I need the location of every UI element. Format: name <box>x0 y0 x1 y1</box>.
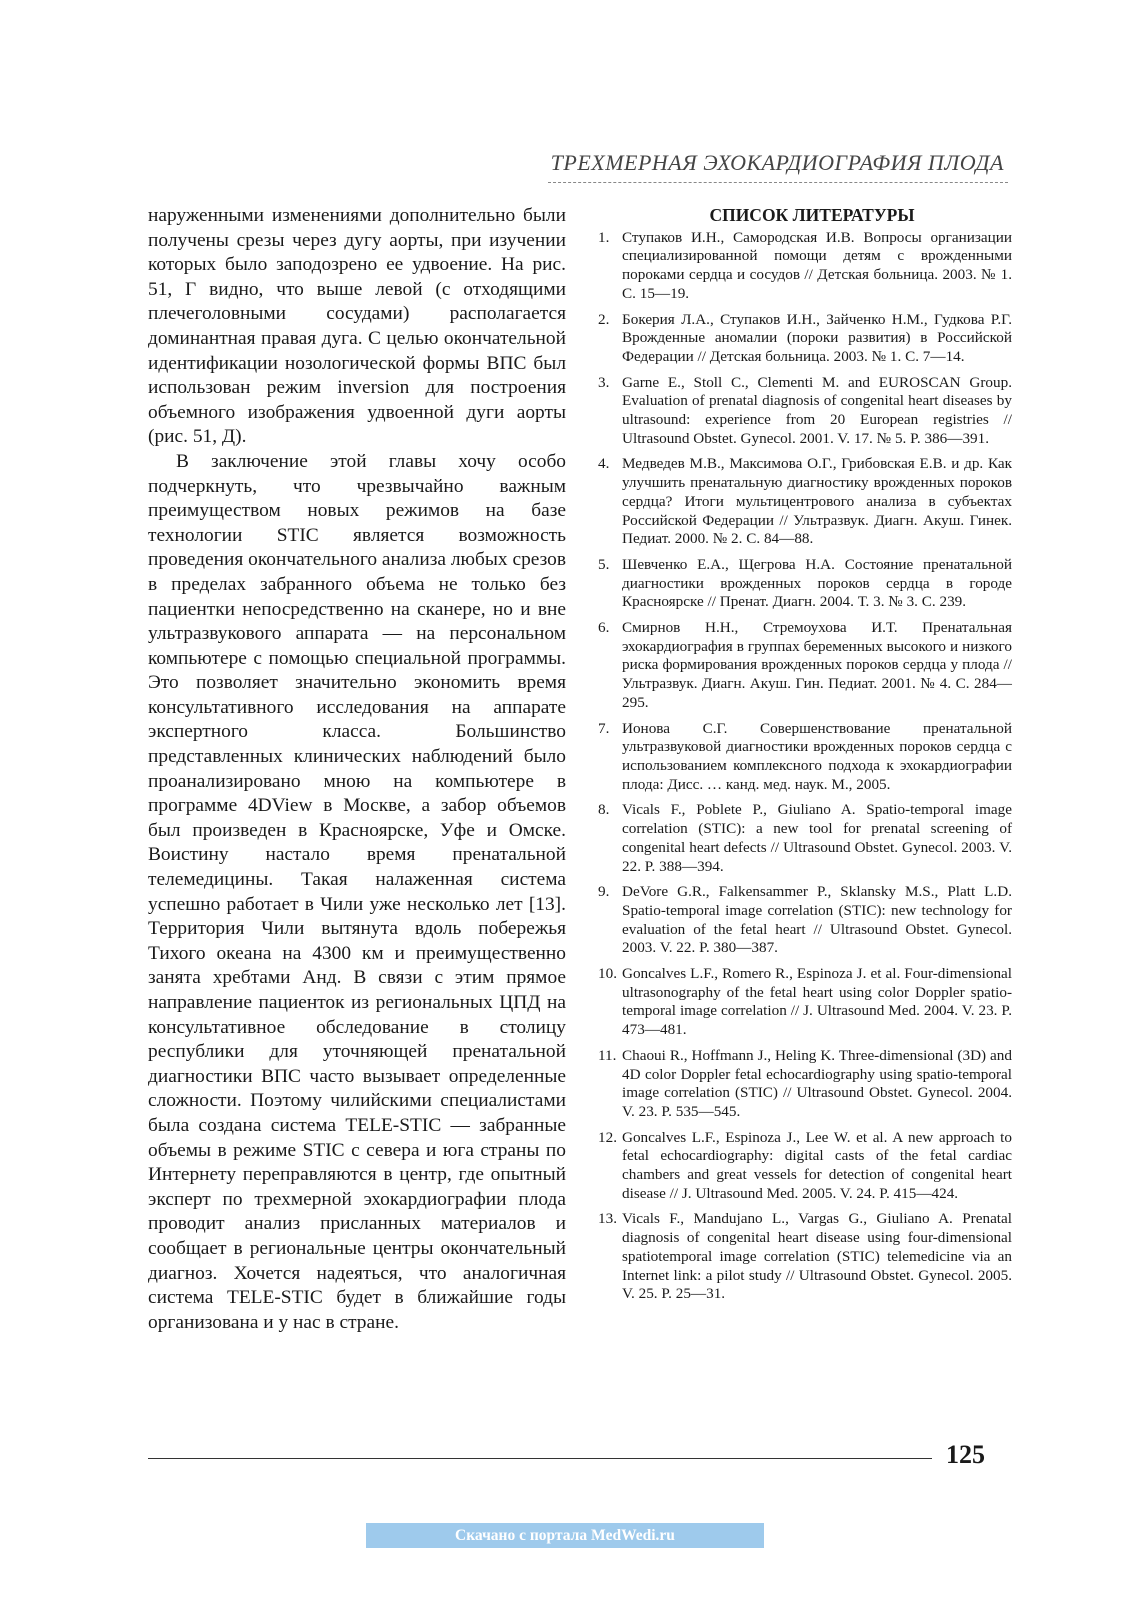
reference-item <box>598 1129 1012 1204</box>
reference-number: 1. <box>598 228 610 246</box>
download-watermark: Скачано с портала MedWedi.ru <box>366 1523 764 1548</box>
reference-number: 13. <box>598 1210 617 1228</box>
reference-item <box>598 1210 1012 1304</box>
page-number: 125 <box>946 1440 985 1469</box>
reference-text: Ионова С.Г. Совершенствование пренатальной ультразвуковой диагностики врожденных пороков сердца с использованием комплексного подхода к эхокардиографии плода: Дисс. … канд. мед. наук. М., 2005. <box>622 719 1012 793</box>
reference-text: Ступаков И.Н., Самородская И.В. Вопросы организации специализированной помощи детям с врожденными пороками сердца и сосудов // Детская больница. 2003. № 1. С. 15—19. <box>622 228 1012 302</box>
footer-divider <box>148 1458 932 1459</box>
reference-number: 2. <box>598 310 610 328</box>
references-column <box>598 206 1012 1311</box>
main-text-column <box>148 204 566 1335</box>
reference-item <box>598 374 1012 449</box>
reference-number: 3. <box>598 373 610 391</box>
reference-text: Garne E., Stoll C., Clementi M. and EUROSCAN Group. Evaluation of prenatal diagnosis of congenital heart diseases by ultrasound: experience from 20 European registries // Ultrasound Obstet. Gynecol. 2001. V. 17. № 5. P. 386—391. <box>622 373 1012 447</box>
reference-number: 7. <box>598 719 610 737</box>
reference-text: Бокерия Л.А., Ступаков И.Н., Зайченко Н.М., Гудкова Р.Г. Врожденные аномалии (пороки развития) в Российской Федерации // Детская больница. 2003. № 1. С. 7—14. <box>622 310 1012 365</box>
reference-number: 9. <box>598 883 610 901</box>
reference-number: 11. <box>598 1046 617 1064</box>
reference-number: 6. <box>598 619 610 637</box>
reference-text: Goncalves L.F., Romero R., Espinoza J. et al. Four-dimensional ultrasonography of the fetal heart using color Doppler spatio-temporal image correlation // J. Ultrasound Med. 2004. V. 23. P. 473—481. <box>622 965 1012 1039</box>
running-head: ТРЕХМЕРНАЯ ЭХОКАРДИОГРАФИЯ ПЛОДА <box>550 150 1004 175</box>
reference-text: Chaoui R., Hoffmann J., Heling K. Three-dimensional (3D) and 4D color Doppler fetal echocardiography using spatio-temporal image correlation (STIC) // Ultrasound Obstet. Gynecol. 2004. V. 23. P. 535—545. <box>622 1046 1012 1120</box>
reference-text: Смирнов Н.Н., Стремоухова И.Т. Пренатальная эхокардиография в группах беременных высокого и низкого риска формирования врожденных пороков сердца у плода // Ультразвук. Диагн. Акуш. Гин. Педиат. 2001. № 4. С. 284—295. <box>622 619 1012 711</box>
reference-item <box>598 229 1012 304</box>
reference-text: Медведев М.В., Максимова О.Г., Грибовская Е.В. и др. Как улучшить пренатальную диагностику врожденных пороков сердца? Итоги мультицентрового анализа в субъектах Российской Федерации // Ультразвук. Диагн. Акуш. Гинек. Педиат. 2000. № 2. С. 84—88. <box>622 455 1012 548</box>
reference-number: 10. <box>598 965 617 983</box>
reference-text: Шевченко Е.А., Щегрова Н.А. Состояние пренатальной диагностики врожденных пороков сердца в городе Красноярске // Пренат. Диагн. 2004. Т. 3. № 3. С. 239. <box>622 555 1012 611</box>
reference-number: 4. <box>598 455 610 473</box>
reference-item <box>598 1047 1012 1122</box>
reference-number: 5. <box>598 555 610 573</box>
reference-item <box>598 883 1012 958</box>
references-list <box>598 229 1012 1304</box>
reference-text: Goncalves L.F., Espinoza J., Lee W. et al. A new approach to fetal echocardiography: digital casts of the fetal cardiac chambers and great vessels for detection of congenital heart disease // J. Ultrasound Med. 2005. V. 24. P. 415—424. <box>622 1128 1012 1202</box>
body-paragraph: В заключение этой главы хочу особо подчеркнуть, что чрезвычайно важным преимуществом новых режимов на базе технологии STIC является возможность проведения окончательного анализа любых срезов в пределах забранного объема не только без пациентки непосредственно на сканере, но и вне ультразвукового аппарата — на персональном компьютере с помощью специальной программы. Это позволяет значительно экономить время консультативного исследования на аппарате экспертного класса. Большинство представленных клинических наблюдений было проанализировано мною на компьютере в программе 4DView в Москве, а забор объемов был произведен в Красноярске, Уфе и Омске. Воистину настало время пренатальной телемедицины. Такая налаженная система успешно работает в Чили уже несколько лет [13]. Территория Чили вытянута вдоль побережья Тихого океана на 4300 км и преимущественно занята хребтами Анд. В связи с этим прямое направление пациенток из региональных ЦПД на консультативное обследование в столицу республики для уточняющей пренатальной диагностики ВПС часто вызывает определенные сложности. Поэтому чилийскими специалистами была создана система TELE-STIC — забранные объемы в режиме STIC с севера и юга страны по Интернету переправляются в центр, где опытный эксперт по трехмерной эхокардиографии плода проводит анализ присланных материалов и сообщает в региональные центры окончательный диагноз. Хочется надеяться, что аналогичная система TELE-STIC будет в ближайшие годы организована и у нас в стране. <box>148 450 566 1333</box>
reference-item <box>598 455 1012 549</box>
reference-text: Vicals F., Poblete P., Giuliano A. Spatio-temporal image correlation (STIC): a new tool for prenatal screening of congenital heart defects // Ultrasound Obstet. Gynecol. 2003. V. 22. P. 388—394. <box>622 801 1012 875</box>
reference-item <box>598 619 1012 713</box>
reference-item <box>598 965 1012 1040</box>
reference-number: 8. <box>598 801 610 819</box>
body-paragraph: наруженными изменениями дополнительно были получены срезы через дугу аорты, при изучении которых было заподозрено ее удвоение. На рис. 51, Г видно, что выше левой (с отходящими плечеголовными сосудами) располагается доминантная правая дуга. С целью окончательной идентификации нозологической формы ВПС был использован режим inversion для построения объемного изображения удвоенной дуги аорты (рис. 51, Д). <box>148 205 566 448</box>
references-title: СПИСОК ЛИТЕРАТУРЫ <box>709 205 915 225</box>
reference-item <box>598 556 1012 612</box>
reference-text: DeVore G.R., Falkensammer P., Sklansky M.S., Platt L.D. Spatio-temporal image correlation (STIC): new technology for evaluation of the fetal heart // Ultrasound Obstet. Gynecol. 2003. V. 22. P. 380—387. <box>622 883 1012 957</box>
reference-number: 12. <box>598 1128 617 1146</box>
reference-item <box>598 801 1012 876</box>
reference-item <box>598 311 1012 367</box>
reference-text: Vicals F., Mandujano L., Vargas G., Giuliano A. Prenatal diagnosis of congenital heart disease using four-dimensional spatiotemporal image correlation (STIC) telemedicine via an Internet link: a pilot study // Ultrasound Obstet. Gynecol. 2005. V. 25. P. 25—31. <box>622 1210 1012 1303</box>
header-divider <box>548 182 1008 184</box>
reference-item <box>598 720 1012 795</box>
